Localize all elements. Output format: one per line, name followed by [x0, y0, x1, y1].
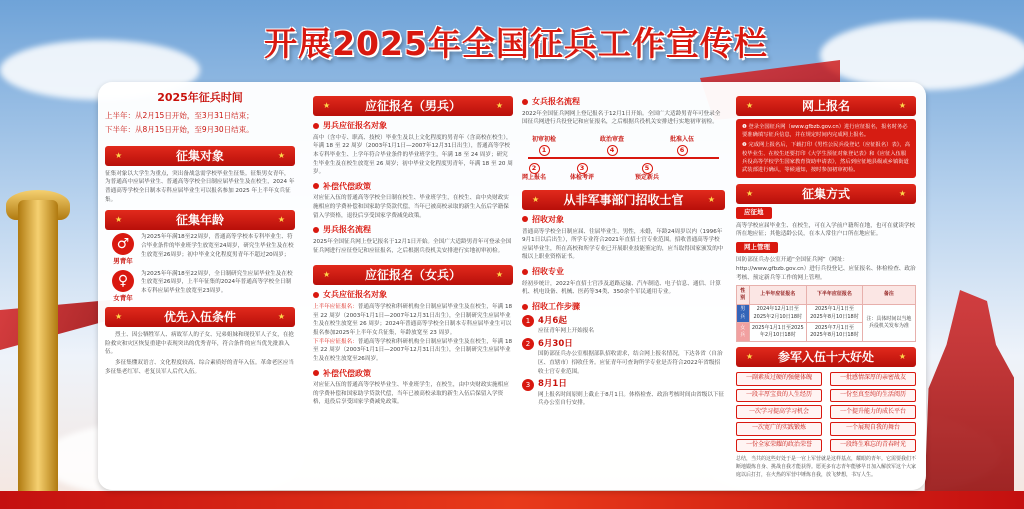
list-item: 一次宽广的实践锻炼 [736, 422, 822, 436]
male-icon: ♂ [112, 233, 134, 255]
priority-text-1: 烈士、因公牺牲军人、病故军人的子女、兄弟姐妹和现役军人子女，在抢险救灾和灾区恢复重建中表现突出的优秀青年，符合条件的应当优先批准入伍。 [105, 332, 295, 356]
middle-column-2 [522, 96, 725, 408]
benefit-list [736, 372, 916, 452]
schedule-table: 性别 上半年应征报名 下半年应征报名 备注 男兵 2024年12月1日至2025年2月10日18时 2025年1月1日至2025年8月10日18时 注：具体时间以当地兵役机关发布为准 女兵 2025年1月1日至2025年2月10日18时 2025年7月1日至2025年8月10日18时 [736, 285, 916, 342]
female-obj-title: 女兵应征报名对象 [313, 289, 513, 301]
list-item: 一个展现自我的舞台 [830, 422, 916, 436]
left-column [105, 90, 295, 376]
list-item: 一次学习提高学习机会 [736, 405, 822, 419]
enroll-obj-title: 招收对象 [522, 214, 725, 226]
soldier-silhouette [924, 290, 1014, 509]
table-row: 女兵 2025年1月1日至2025年2月10日18时 2025年7月1日至2025年8月10日18时 [737, 323, 916, 342]
female-comp-text: 对应征入伍的普通高等学校毕业生、毕业班学生，在校生，由中央财政实施相应的学费补偿和国家助学贷款代偿，当年已被高校录取的新生入伍后保留入学资格，退役后享受国家学费减免政策。 [313, 382, 509, 406]
table-row: 男兵 2024年12月1日至2025年2月10日18时 2025年1月1日至2025年8月10日18时 注：具体时间以当地兵役机关发布为准 [737, 304, 916, 323]
flow-step-6: 批准入伍 6 [669, 135, 694, 154]
step-2: 2 6月30日 国防部征兵办公室根据部队招收需求，结合网上报名情况，下达各省（自治区、直辖市）招收任务。应征青年可查询所学专业是否符合2022年省级招收士官专业范围。 [522, 338, 725, 376]
middle-column-1 [313, 96, 513, 407]
page-title: 开展2025年全国征兵工作宣传栏 [264, 24, 768, 63]
manage-tag: 网上管理 [736, 242, 778, 253]
female-comp-title: 补偿代偿政策 [313, 368, 513, 380]
time-line-second-half: 下半年：从8月15日开始，至9月30日结束。 [105, 124, 254, 134]
flow-step-3: 3 体检考评 [569, 163, 594, 181]
female-flow-title: 女兵报名流程 [522, 96, 725, 108]
male-flow-title: 男兵报名流程 [313, 224, 513, 236]
military-header: ★ 从非军事部门招收士官 ★ [522, 190, 725, 210]
female-icon: ♀ [112, 270, 134, 292]
online-notice: ❶ 登录全国征兵网（www.gfbzb.gov.cn）进行应征报名，报名时务必要准确填写征兵信息，并在规定时间内完成网上报名。 ❷ 完成网上报名后，下载打印《男性公民兵役登记（应征报名）表》，高校毕业生、在校生还要打印《大学生预征对象登记表》和《应征入伍服兵役高等学校学生国家教育资助申请表》，然后到应征地县级或乡镇街道武装部进行确认，等候通知，按时参加初审初检。 [736, 119, 916, 178]
list-item: 一份全家荣耀的政治荣誉 [736, 439, 822, 453]
enroll-major-title: 招收专业 [522, 266, 725, 278]
priority-text-2: 多征集懂双语言、文化程度较高、综合素质好的青年入伍。革命老区应当多征集老红军、老复员军人后代入伍。 [105, 360, 295, 375]
list-item: 一段终生难忘的青春时光 [830, 439, 916, 453]
list-item: 一批感情深厚的亲密战友 [830, 372, 916, 386]
male-age-text: 为2025年年满18至22周岁，普通高等学校本专科毕业生、符合毕业条件的毕业班学生放宽至24周岁，研究生毕业生及在校生放宽至26周岁；初中毕业文化程度男青年不超过20周岁； [141, 234, 294, 258]
male-obj-text: 高中（含中专、职高、技校）毕业生及以上文化程度的男青年（含高校在校生），年满 18 至 22 周岁（2003年1月1日—2007年12月31日出生），普通高等学校本专科毕业生、上学年符合毕业条件的毕业班学生，年满 18 至 24 周岁；研究生毕业生及在校生放宽至 26 周岁；初中毕业文化程度男青年，年满 18 至 20 周岁。 [313, 134, 513, 176]
target-text: 征集对象以大学生为重点，突出备战急需学校毕业生征集。征集男女青年，为普通高中应届毕业生、普通高等学校全日制应届毕业生及在校生，2024 年普通高等学校全日制本专科应届毕业生可以报名参加 2025 年上半年女兵征集。 [105, 170, 295, 203]
age-female-row [105, 270, 295, 303]
list-item: 一个提升能力的成长平台 [830, 405, 916, 419]
flow-step-5: 5 预定新兵 [634, 163, 659, 181]
step-3: 3 8月1日 网上报名时间原则上截止于8月1日。体格检查、政治考核时间由省级以下征兵办公室自行安排。 [522, 378, 725, 408]
benefit-header: ★ 参军入伍十大好处 ★ [736, 347, 916, 367]
list-item: 一段丰厚宝贵的人生经历 [736, 389, 822, 403]
female-flow-text: 2022年全国征兵网网上登记报名于12月1日开始。全国广大适龄男青年可登录全国征兵网进行兵役登记和应征报名，之后根据兵役机关安排进行实地初审初检。 [522, 110, 721, 126]
female-obj-b: 下半年应征报名：普通高等学校和科研机构全日制应届毕业生及在校生，年满 18 至 22 周岁（2003年1月1日—2007年12月31日出生），全日制研究生应届毕业生及在校生放宽至26周岁。 [313, 338, 513, 362]
list-item: 一副素质过硬的强健体魄 [736, 372, 822, 386]
method-header: ★ 征集方式 ★ [736, 184, 916, 204]
enroll-obj-text: 普通高等学校全日制应届、往届毕业生，男性，未婚，年龄24周岁以内（1996年9月1日以后出生），所学专业符合2021年直招士官专业范围。招收普通高等学校应届毕业生，所在高校和所学专业已开展职业技能鉴定的，应当取得国家颁发的中级以上职业资格证书。 [522, 228, 724, 261]
flow-line [528, 157, 719, 159]
list-item: 一份至真至纯的生活阅历 [830, 389, 916, 403]
place-text: 高等学校应届毕业生、在校生，可在入学前户籍所在地，也可在就读学校所在地应征；其他适龄公民，在本人常住户口所在地应征。 [736, 222, 916, 238]
male-comp-title: 补偿代偿政策 [313, 181, 513, 193]
flow-step-4: 政治审查 4 [599, 135, 624, 154]
male-obj-title: 男兵应征报名对象 [313, 120, 513, 132]
place-tag: 应征地 [736, 207, 772, 218]
manage-text: 国防部征兵办公室开通“全国征兵网”（网址：http://www.gfbzb.gov.cn）进行兵役登记、应征报名、体检检查、政治考核、预定新兵等工作的网上管理。 [736, 257, 916, 281]
step-1: 1 4月6起 应征青年网上开始报名 [522, 315, 725, 336]
closing-text: 总结，当共的这些好处于是一官上军营就是这样基点，耀眼的青年。它需要我们不断地锻炼自身、挑战自我才能获得。愿更多有志青年能够早日加入解放军这个大家庭以后打打，在火热的军营中锤炼自我，放飞梦想，书写人生。 [736, 456, 917, 478]
age-male-row [105, 233, 295, 266]
female-age-text: 为2025年年满18至22周岁，全日制研究生应届毕业生及在校生放宽至26周岁，上半年征集的2024年普通高等学校全日制本专科应届毕业生放宽至23周岁。 [141, 270, 293, 295]
male-flow-text: 2025年全国征兵网上登记报名于12月1日开始。全国广大适龄男青年可登录全国征兵网进行应征登记和应征报名，之后根据兵役机关安排进行实地初审初检。 [313, 239, 512, 254]
male-label: 男青年 [113, 257, 133, 266]
enroll-major-text: 经初步统计，2022年直招士官涉及道路运输、汽车制造、电子信息、通信、计算机、机电设备、机械、医药等34类、350余个军民通用专业。 [522, 280, 721, 296]
right-column [736, 96, 916, 480]
female-obj-a: 上半年应征报名：普通高等学校和科研机构全日制应届毕业生及在校生，年满 18 至 22 周岁（2003年1月1日—2007年12月31日出生），全日制研究生应届毕业生及在校生放宽至 26 周岁；2024年普通高等学校全日制本专科应届毕业生可以报名参加2025年上半年女兵征集，年龄放宽至 23 周岁。 [313, 303, 513, 336]
enroll-step-title: 招收工作步骤 [522, 301, 725, 313]
golden-pillar-decoration [18, 200, 58, 500]
male-enroll-header: ★ 应征报名（男兵） ★ [313, 96, 513, 116]
bottom-red-band [0, 491, 1024, 509]
priority-header: ★ 优先入伍条件 ★ [105, 307, 295, 327]
online-header: ★ 网上报名 ★ [736, 96, 916, 116]
flow-step-1: 初审初检 1 [531, 135, 556, 154]
flow-step-2: 2 网上报名 [521, 163, 546, 181]
flow-diagram [522, 131, 725, 186]
female-label: 女青年 [113, 293, 133, 302]
male-comp-text: 对应征入伍的普通高等学校全日制在校生、毕业班学生，在校生、由中央财政实施相应的学费补偿和国家助学贷款代偿，当年已被高校录取的新生入伍后学籍保留入学资格，退役后享受国家学费减免政策。 [313, 195, 509, 219]
target-header: ★ 征集对象 ★ [105, 146, 295, 166]
age-header: ★ 征集年龄 ★ [105, 210, 295, 230]
time-title: 2025年征兵时间 [157, 91, 243, 104]
time-line-first-half: 上半年：从2月15日开始，至3月31日结束； [105, 110, 254, 120]
female-enroll-header: ★ 应征报名（女兵） ★ [313, 265, 513, 285]
